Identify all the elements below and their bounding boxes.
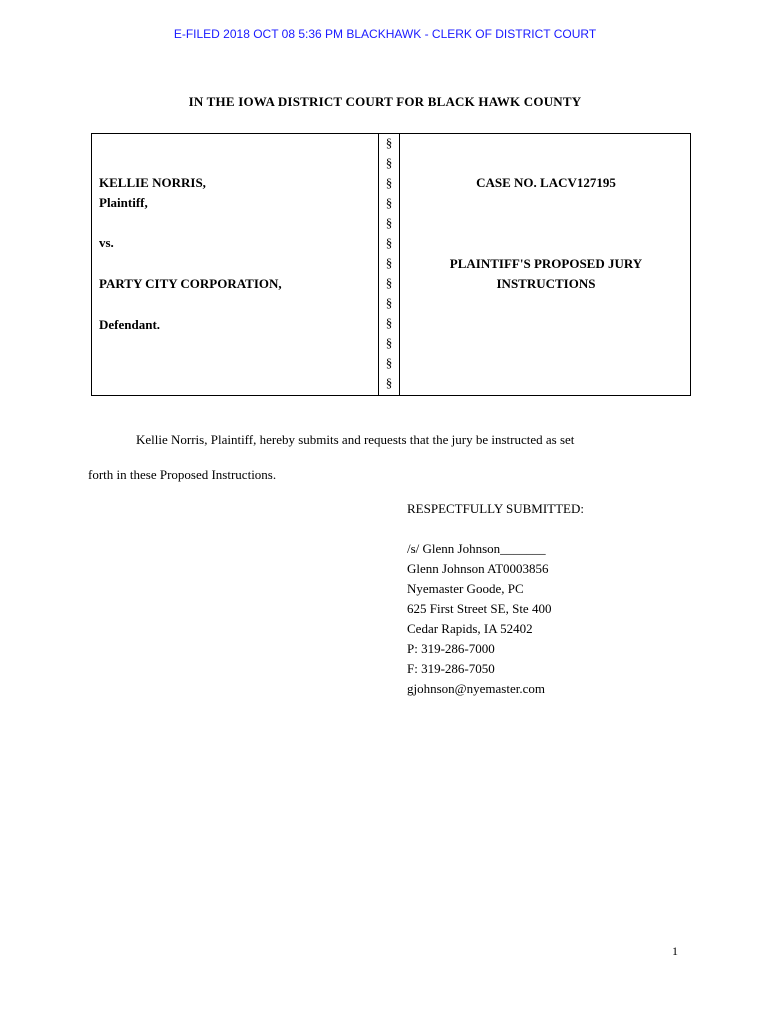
body-paragraph-line1: Kellie Norris, Plaintiff, hereby submits and requests that the jury be instructed as set (136, 432, 575, 447)
fax-number: F: 319-286-7050 (407, 661, 495, 676)
caption-parties (92, 134, 379, 395)
section-mark: § (385, 235, 393, 250)
firm-name: Nyemaster Goode, PC (407, 581, 524, 596)
section-mark: § (385, 275, 393, 290)
section-mark: § (385, 135, 393, 150)
page-number: 1 (672, 944, 678, 958)
attorney-name: Glenn Johnson AT0003856 (407, 561, 549, 576)
email-address: gjohnson@nyemaster.com (407, 681, 545, 696)
body-paragraph-line2: forth in these Proposed Instructions. (88, 467, 277, 482)
section-mark: § (385, 155, 393, 170)
case-caption (91, 133, 691, 396)
case-number: CASE NO. LACV127195 (476, 175, 616, 190)
address-line1: 625 First Street SE, Ste 400 (407, 601, 552, 616)
section-mark: § (385, 315, 393, 330)
plaintiff-role: Plaintiff, (99, 195, 148, 210)
closing-statement: RESPECTFULLY SUBMITTED: (407, 501, 584, 516)
plaintiff-name: KELLIE NORRIS, (99, 175, 206, 190)
caption-case-info (400, 134, 692, 395)
efiled-stamp: E-FILED 2018 OCT 08 5:36 PM BLACKHAWK - CLERK OF DISTRICT COURT (173, 27, 597, 41)
section-mark: § (385, 355, 393, 370)
section-mark: § (385, 335, 393, 350)
section-mark: § (385, 195, 393, 210)
document-title-line2: INSTRUCTIONS (496, 276, 596, 291)
court-title: IN THE IOWA DISTRICT COURT FOR BLACK HAWK COUNTY (188, 94, 582, 109)
defendant-name: PARTY CITY CORPORATION, (99, 276, 282, 291)
address-line2: Cedar Rapids, IA 52402 (407, 621, 533, 636)
signature-line: /s/ Glenn Johnson_______ (407, 541, 546, 556)
section-mark: § (385, 255, 393, 270)
section-mark: § (385, 215, 393, 230)
section-mark: § (385, 175, 393, 190)
document-title-line1: PLAINTIFF'S PROPOSED JURY (449, 256, 643, 271)
phone-number: P: 319-286-7000 (407, 641, 495, 656)
versus-label: vs. (99, 235, 114, 250)
section-mark: § (385, 375, 393, 390)
section-mark-column (379, 134, 400, 395)
section-mark: § (385, 295, 393, 310)
defendant-role: Defendant. (99, 317, 161, 332)
